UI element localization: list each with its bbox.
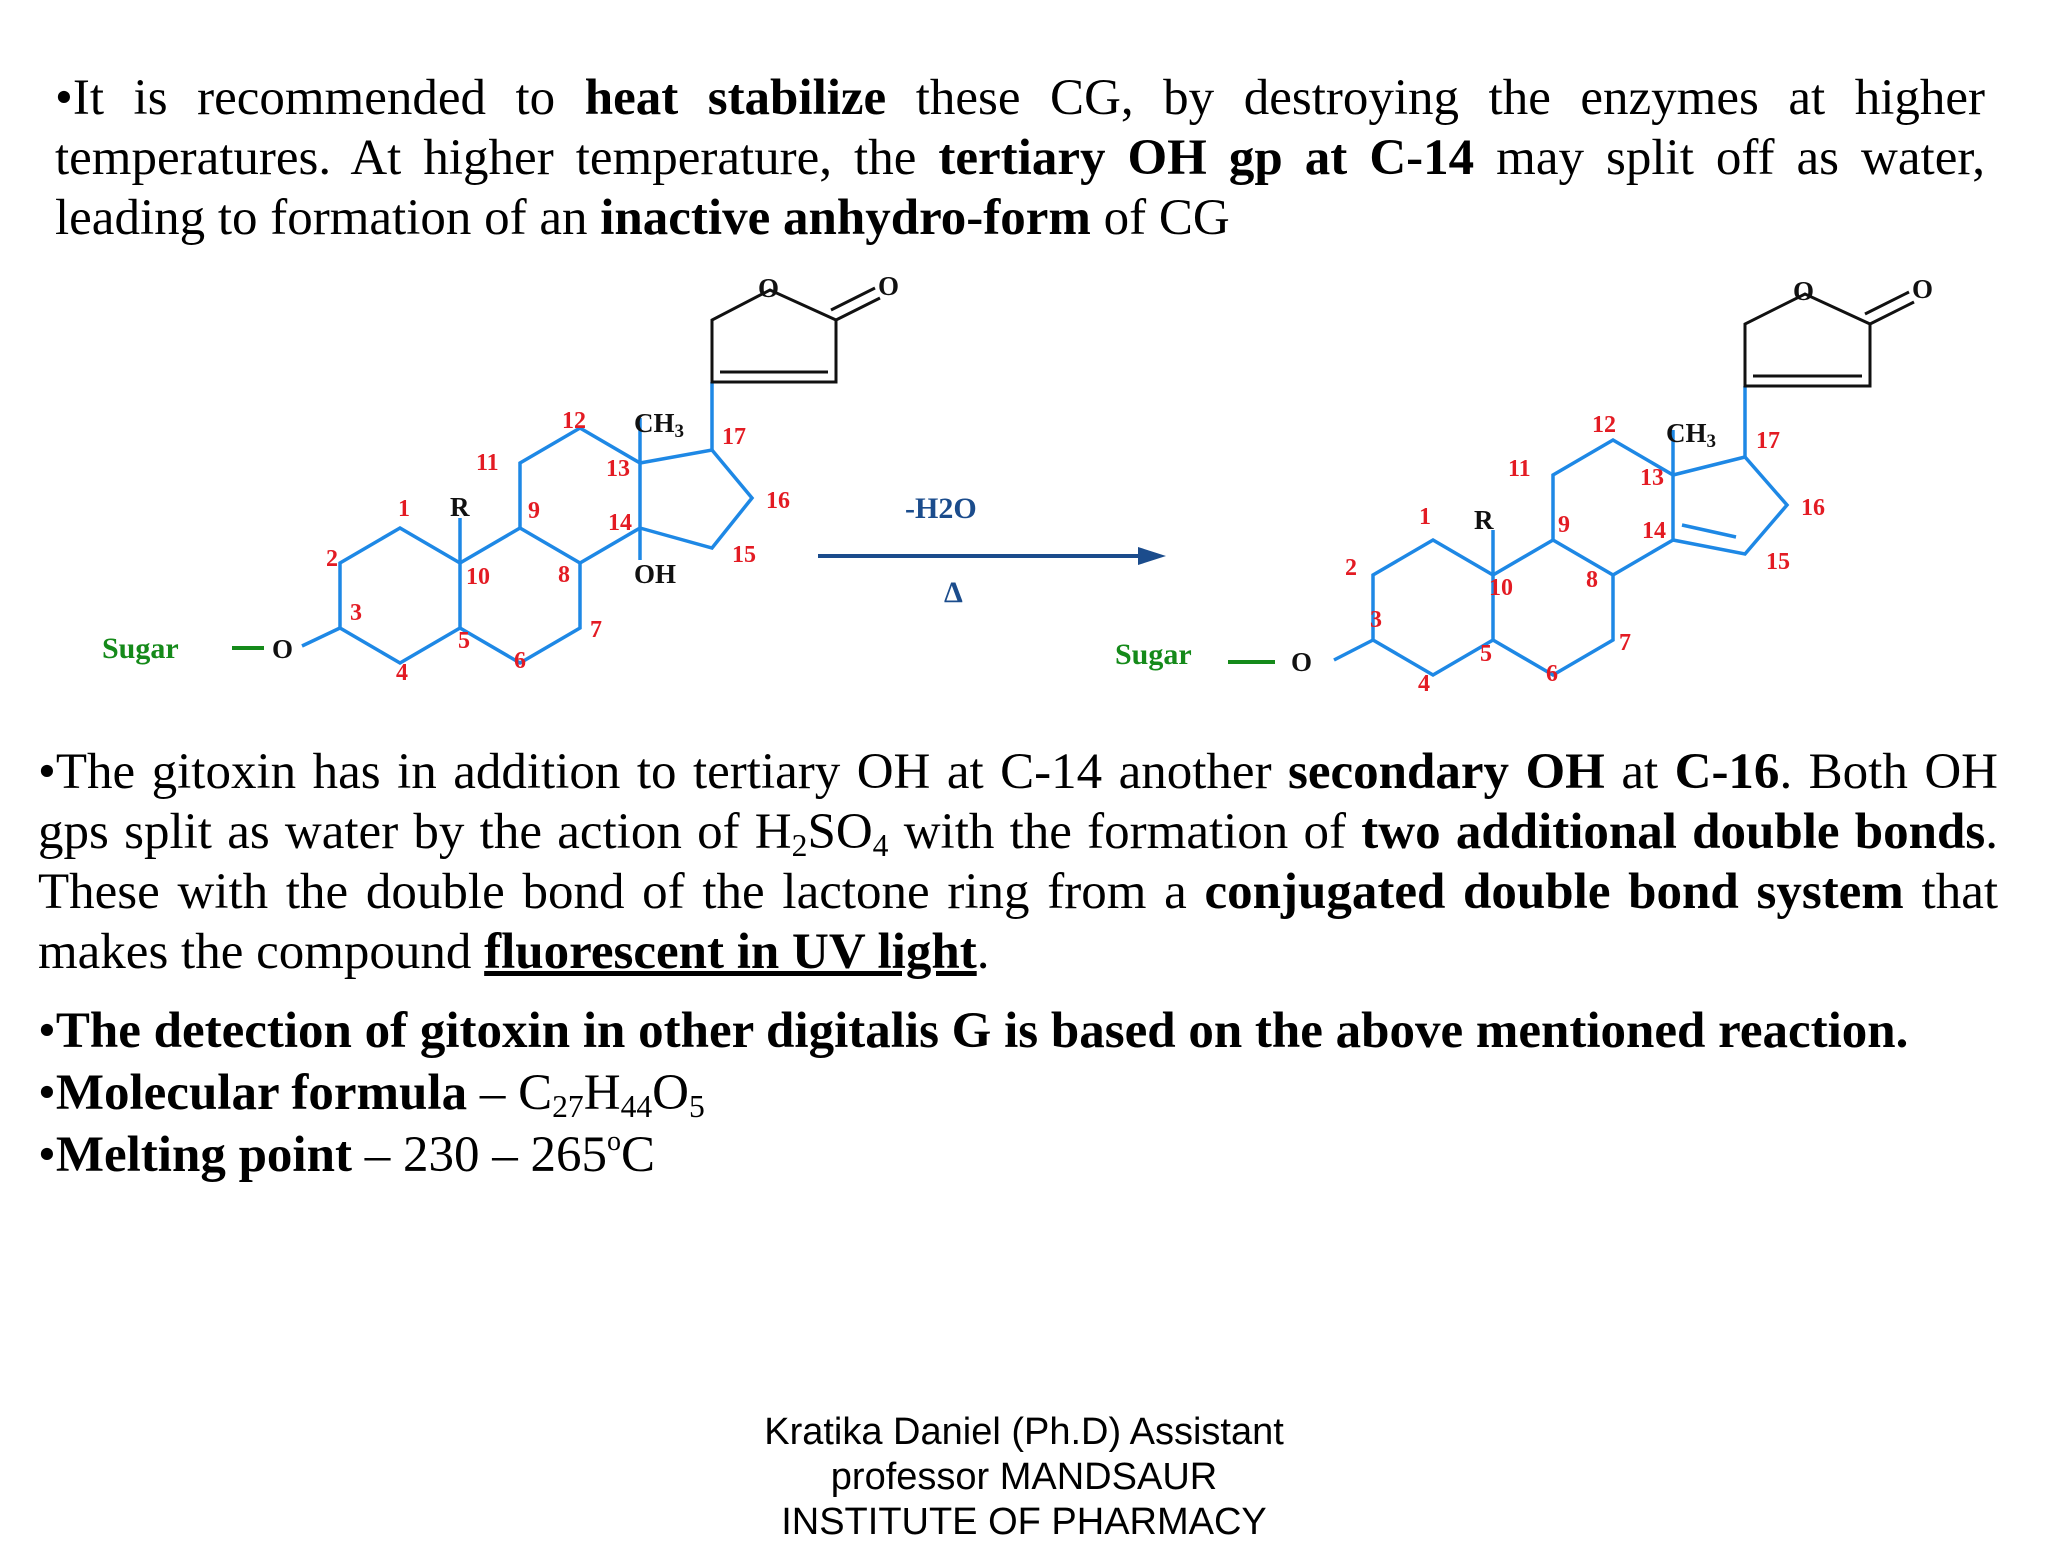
text-run: – 230 – 265 [351, 1127, 607, 1183]
oxygen-label: O [272, 634, 294, 664]
footer-line: INSTITUTE OF PHARMACY [781, 1501, 1267, 1543]
bold-double-bonds: two additional double bonds [1361, 804, 1986, 860]
carbon-number: 13 [606, 456, 630, 482]
carbon-number: 2 [1345, 555, 1357, 581]
text-run: – [467, 1065, 519, 1121]
bold-anhydro-form: inactive anhydro-form [600, 190, 1091, 246]
bullet: • [38, 1065, 56, 1121]
text-run: with the formation of [888, 804, 1362, 860]
r-group-label: R [1474, 505, 1494, 535]
paragraph-gitoxin [38, 742, 1998, 982]
carbon-number: 17 [1756, 428, 1780, 454]
carbon-number: 7 [590, 617, 602, 643]
carbon-number: 10 [1489, 575, 1513, 601]
text-run: It is recommended to [72, 70, 585, 126]
text-run: H [583, 1065, 621, 1121]
carbon-number: 4 [1418, 671, 1430, 697]
carbon-number: 14 [608, 510, 632, 536]
paragraph-heat-stabilize [55, 68, 1985, 248]
bold-detection-text: The detection of gitoxin in other digitalis G is based on the above mentioned reaction. [55, 1003, 1909, 1059]
carbon-number: 12 [1592, 412, 1616, 438]
methyl-label: CH3 [634, 408, 684, 442]
paragraph-melting-point [38, 1124, 1998, 1186]
carbon-number: 11 [476, 450, 499, 476]
bold-heat-stabilize: heat stabilize [584, 70, 887, 126]
subscript: 2 [791, 827, 808, 863]
reagent-label: -H2O [905, 492, 977, 525]
paragraph-molecular-formula [38, 1062, 1998, 1124]
reactant-structure [102, 271, 899, 686]
bullet: • [55, 70, 73, 126]
reaction-diagram [0, 250, 2048, 720]
carbon-number: 9 [1558, 512, 1570, 538]
bold-molecular-formula: Molecular formula [55, 1065, 468, 1121]
text-run: O [652, 1065, 690, 1121]
carbon-number: 5 [458, 628, 470, 654]
subscript: 5 [689, 1088, 705, 1124]
text-run: C [518, 1065, 553, 1121]
carbon-number: 3 [1370, 607, 1382, 633]
bold-conjugated-system: conjugated double bond system [1204, 864, 1904, 920]
text-run: these CG, by destroying the enzymes at higher temperatures. At higher temperature, the [55, 70, 1985, 186]
sugar-label: Sugar [102, 632, 179, 665]
subscript: 44 [620, 1088, 653, 1124]
oxygen-label: O [1291, 647, 1313, 677]
bold-underline-fluorescent: fluorescent in UV light [484, 924, 977, 980]
carbon-number: 17 [722, 424, 746, 450]
product-structure [1115, 274, 1933, 697]
footer-line: professor MANDSAUR [830, 1456, 1218, 1498]
subscript: 4 [872, 827, 889, 863]
carbon-number: 2 [326, 546, 338, 572]
text-run: . [976, 924, 990, 980]
footer-credit [0, 1410, 2048, 1545]
text-run: . Both OH gps split as water by the action of H [38, 744, 1998, 860]
carbon-number: 3 [350, 600, 362, 626]
carbon-number: 1 [1419, 504, 1431, 530]
carbon-number: 7 [1619, 630, 1631, 656]
r-group-label: R [450, 492, 470, 522]
carbon-number: 16 [766, 488, 790, 514]
carbon-number: 15 [1766, 549, 1790, 575]
bold-tertiary-oh: tertiary OH gp at C-14 [938, 130, 1475, 186]
subscript: 27 [552, 1088, 584, 1124]
paragraph-detection [38, 1000, 1998, 1062]
heat-symbol: Δ [944, 576, 963, 609]
ring-oxygen-label: O [1793, 276, 1815, 306]
bold-melting-point: Melting point [55, 1127, 352, 1183]
hydroxyl-label: OH [634, 559, 677, 589]
carbon-number: 1 [398, 496, 410, 522]
carbon-number: 15 [732, 542, 756, 568]
reaction-arrow [818, 492, 1166, 609]
carbon-number: 8 [1586, 567, 1598, 593]
text-run: may split off as water, leading to formation of an [55, 130, 1986, 246]
carbon-number: 4 [396, 660, 408, 686]
carbon-number: 12 [562, 408, 586, 434]
carbonyl-oxygen-label: O [1912, 274, 1934, 304]
ring-oxygen-label: O [758, 273, 780, 303]
carbon-number: 13 [1640, 465, 1664, 491]
methyl-label: CH3 [1666, 418, 1716, 452]
carbon-number: 5 [1480, 641, 1492, 667]
carbon-number: 9 [528, 498, 540, 524]
footer-line: Kratika Daniel (Ph.D) Assistant [764, 1411, 1284, 1453]
carbonyl-oxygen-label: O [878, 271, 900, 301]
text-run: . These with the double bond of the lactone ring from a [38, 804, 1998, 920]
carbon-number: 6 [1546, 661, 1558, 687]
carbon-number: 11 [1508, 456, 1531, 482]
text-run: at [1604, 744, 1675, 800]
carbon-number: 16 [1801, 495, 1825, 521]
bullet: • [38, 1003, 56, 1059]
text-run: The gitoxin has in addition to tertiary OH at C-14 another [55, 744, 1289, 800]
carbon-number: 14 [1642, 518, 1666, 544]
bullet: • [38, 744, 56, 800]
superscript: o [606, 1125, 621, 1157]
carbon-number: 8 [558, 562, 570, 588]
carbon-number: 10 [466, 564, 490, 590]
sugar-label: Sugar [1115, 638, 1192, 671]
bullet: • [38, 1127, 56, 1183]
carbon-number: 6 [514, 648, 526, 674]
text-run: SO [807, 804, 873, 860]
text-run: C [620, 1127, 656, 1183]
text-run: that makes the compound [38, 864, 1998, 980]
bold-c16: C-16 [1674, 744, 1780, 800]
text-run: of CG [1090, 190, 1230, 246]
bold-secondary-oh: secondary OH [1288, 744, 1605, 800]
